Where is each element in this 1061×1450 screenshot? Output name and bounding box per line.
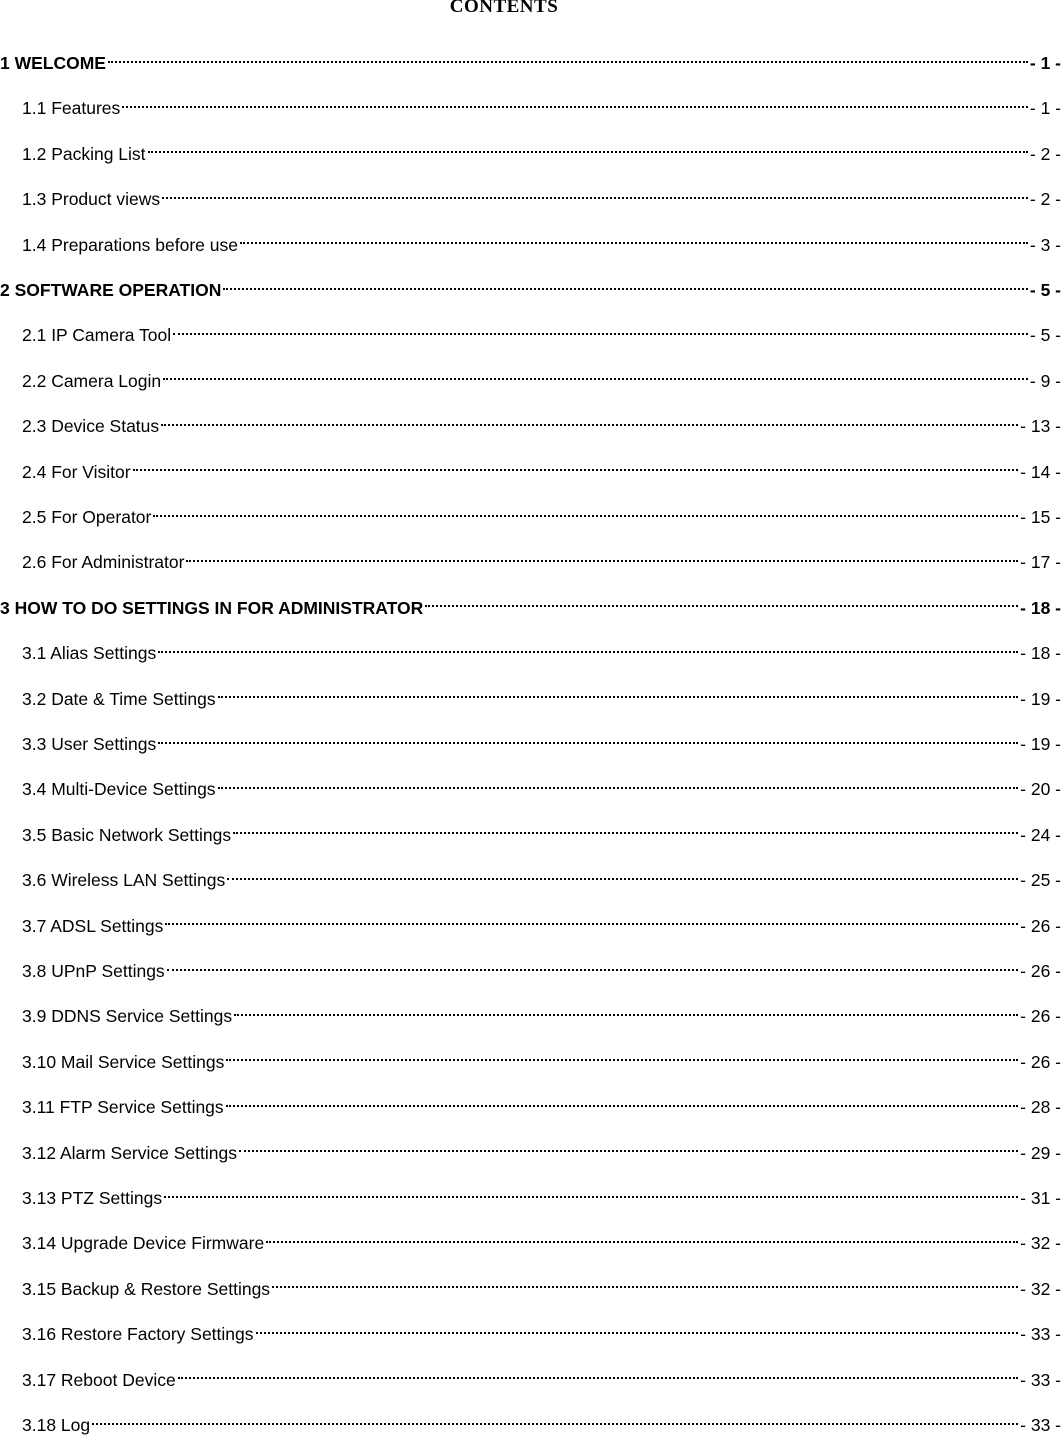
toc-leader-dots [240,241,1028,244]
toc-leader-dots [108,60,1028,63]
toc-leader-dots [161,423,1018,426]
toc-entry-page: - 26 - [1020,1006,1061,1027]
toc-leader-dots [158,741,1018,744]
toc-leader-dots [163,377,1028,380]
toc-entry[interactable] [0,961,1061,985]
toc-entry-page: - 2 - [1029,143,1061,164]
toc-entry-page: - 24 - [1020,824,1061,845]
toc-entry-label: 1.3 Product views [22,189,161,210]
toc-leader-dots [223,287,1028,290]
toc-entry-page: - 19 - [1020,734,1061,754]
toc-entry[interactable] [0,1006,1061,1030]
toc-entry[interactable] [0,825,1061,849]
toc-entry-page: - 9 - [1029,370,1061,391]
toc-entry[interactable] [0,1279,1061,1303]
toc-entry-label: 1.2 Packing List [22,143,146,164]
toc-entry-label: 3.17 Reboot Device [22,1369,176,1390]
toc-entry[interactable] [0,1233,1061,1257]
toc-leader-dots [173,332,1028,335]
toc-entry[interactable] [0,462,1061,486]
toc-entry[interactable] [0,507,1061,531]
toc-entry[interactable] [0,643,1061,667]
toc-entry-page: - 17 - [1020,552,1061,573]
toc-entry[interactable] [0,1370,1061,1394]
toc-entry-page: - 31 - [1020,1188,1061,1208]
toc-entry-label: 1.4 Preparations before use [22,234,238,255]
toc-leader-dots [256,1331,1019,1334]
toc-entry-label: 3.9 DDNS Service Settings [22,1006,233,1027]
toc-entry[interactable] [0,689,1061,713]
toc-entry-label: 3.8 UPnP Settings [22,961,165,981]
toc-entry[interactable] [0,144,1061,168]
toc-entry[interactable] [0,280,1061,304]
toc-entry-page: - 18 - [1020,597,1061,618]
toc-entry[interactable] [0,552,1061,576]
toc-leader-dots [162,196,1028,199]
toc-entry-page: - 26 - [1020,961,1061,981]
toc-leader-dots [233,831,1018,834]
toc-entry-page: - 19 - [1020,688,1061,709]
toc-entry-label: 3.14 Upgrade Device Firmware [22,1233,265,1254]
toc-leader-dots [178,1376,1018,1379]
toc-entry-label: 3.18 Log [22,1415,91,1435]
toc-entry[interactable] [0,916,1061,940]
toc-entry-label: 3 HOW TO DO SETTINGS IN FOR ADMINISTRATOR [0,597,424,618]
toc-entry-page: - 5 - [1029,280,1061,300]
toc-entry-label: 3.2 Date & Time Settings [22,688,216,709]
toc-entry-label: 3.15 Backup & Restore Settings [22,1278,271,1299]
toc-entry-page: - 26 - [1020,1051,1061,1072]
toc-entry-label: 3.5 Basic Network Settings [22,824,232,845]
toc-leader-dots [226,1104,1018,1107]
toc-entry-label: 3.12 Alarm Service Settings [22,1142,237,1163]
toc-leader-dots [272,1285,1018,1288]
toc-entry[interactable] [0,1143,1061,1167]
toc-leader-dots [227,877,1018,880]
toc-entry-page: - 28 - [1020,1097,1061,1118]
toc-leader-dots [158,650,1018,653]
toc-leader-dots [186,559,1018,562]
toc-entry-label: 3.11 FTP Service Settings [22,1097,224,1118]
toc-entry[interactable] [0,416,1061,440]
toc-entry-page: - 1 - [1029,53,1061,73]
toc-entry-page: - 1 - [1029,98,1061,119]
toc-entry[interactable] [0,779,1061,803]
toc-leader-dots [153,514,1018,517]
toc-entry-label: 2.1 IP Camera Tool [22,325,172,346]
toc-leader-dots [122,105,1028,108]
toc-entry-page: - 5 - [1029,325,1061,346]
toc-entry-page: - 13 - [1020,416,1061,437]
toc-leader-dots [148,150,1028,153]
toc-entry-page: - 3 - [1029,234,1061,255]
toc-entry-page: - 2 - [1029,189,1061,210]
toc-leader-dots [425,604,1018,607]
toc-entry[interactable] [0,1097,1061,1121]
page-title: CONTENTS [449,0,559,17]
toc-leader-dots [226,1058,1018,1061]
toc-entry-page: - 33 - [1020,1369,1061,1390]
toc-entry-label: 3.1 Alias Settings [22,643,157,664]
toc-entry[interactable] [0,598,1061,622]
toc-entry-page: - 14 - [1020,461,1061,482]
toc-leader-dots [234,1013,1018,1016]
toc-entry-label: 2.4 For Visitor [22,461,131,482]
toc-entry-label: 3.4 Multi-Device Settings [22,779,216,800]
toc-leader-dots [266,1240,1018,1243]
toc-leader-dots [164,1195,1018,1198]
toc-entry-label: 2.3 Device Status [22,416,160,437]
toc-leader-dots [218,786,1019,789]
toc-entry-page: - 26 - [1020,915,1061,936]
toc-entry-page: - 15 - [1020,507,1061,527]
toc-entry[interactable] [0,734,1061,758]
toc-entry-label: 3.3 User Settings [22,734,157,754]
toc-entry-page: - 33 - [1020,1324,1061,1345]
toc-entry-page: - 29 - [1020,1142,1061,1163]
toc-leader-dots [92,1422,1018,1425]
toc-leader-dots [167,968,1018,971]
toc-entry-label: 3.7 ADSL Settings [22,915,164,936]
toc-entry[interactable] [0,189,1061,213]
toc-entry-label: 2 SOFTWARE OPERATION [0,280,222,300]
toc-entry-page: - 32 - [1020,1233,1061,1254]
toc-entry[interactable] [0,325,1061,349]
toc-entry[interactable] [0,371,1061,395]
toc-entry-label: 3.16 Restore Factory Settings [22,1324,254,1345]
toc-leader-dots [218,695,1019,698]
toc-leader-dots [239,1149,1018,1152]
toc-entry-label: 1 WELCOME [0,53,106,73]
toc-entry-label: 3.13 PTZ Settings [22,1188,163,1208]
toc-entry-page: - 33 - [1020,1415,1061,1435]
toc-entry-page: - 25 - [1020,870,1061,891]
toc-entry-label: 2.6 For Administrator [22,552,185,573]
toc-entry[interactable] [0,1052,1061,1076]
toc-entry-page: - 18 - [1020,643,1061,664]
toc-entry[interactable] [0,1188,1061,1212]
toc-entry-page: - 32 - [1020,1278,1061,1299]
toc-entry-label: 1.1 Features [22,98,121,119]
toc-entry[interactable] [0,53,1061,77]
toc-leader-dots [165,922,1018,925]
toc-entry[interactable] [0,235,1061,259]
toc-entry-label: 2.2 Camera Login [22,370,162,391]
toc-entry[interactable] [0,1415,1061,1439]
toc-entry[interactable] [0,98,1061,122]
toc-entry[interactable] [0,1324,1061,1348]
toc-leader-dots [133,468,1019,471]
toc-entry-page: - 20 - [1020,779,1061,800]
toc-entry-label: 2.5 For Operator [22,507,152,527]
toc-entry-label: 3.10 Mail Service Settings [22,1051,225,1072]
toc-entry-label: 3.6 Wireless LAN Settings [22,870,226,891]
toc-entry[interactable] [0,870,1061,894]
